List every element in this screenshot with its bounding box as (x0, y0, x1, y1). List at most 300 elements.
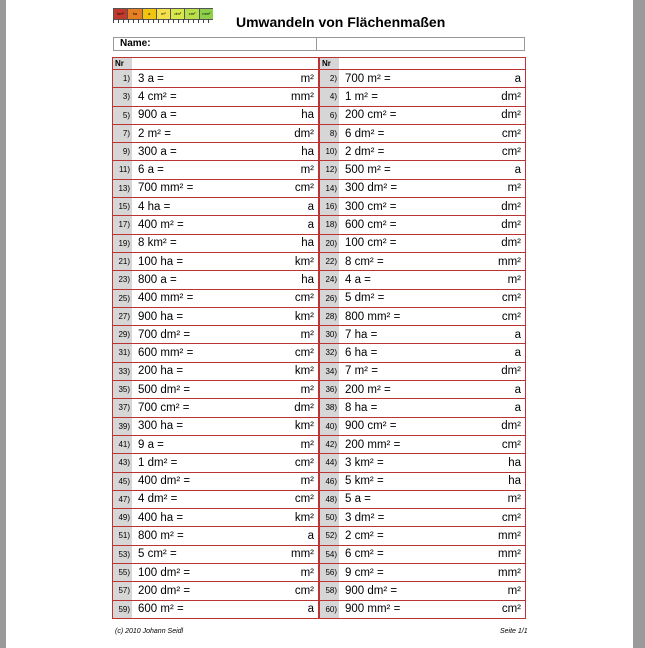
table-row (113, 564, 318, 581)
answer-cell[interactable] (340, 564, 525, 581)
table-row (320, 418, 525, 435)
footer-page-number: Seite 1/1 (500, 628, 528, 635)
answer-cell[interactable] (133, 363, 318, 380)
row-number: 47) (113, 491, 132, 508)
row-number: 25) (113, 290, 132, 307)
question-text: 400 dm² = (138, 475, 191, 488)
answer-cell[interactable] (133, 308, 318, 325)
question-text: 300 a = (138, 145, 177, 158)
table-row (320, 290, 525, 307)
answer-cell[interactable] (340, 363, 525, 380)
name-label: Name: (114, 38, 317, 50)
row-number: 4) (320, 88, 339, 105)
answer-cell[interactable] (133, 290, 318, 307)
target-unit: cm² (294, 493, 314, 506)
table-row (320, 527, 525, 544)
table-row (320, 271, 525, 288)
target-unit: cm² (501, 310, 521, 323)
target-unit: m² (507, 273, 521, 286)
question-text: 900 mm² = (345, 603, 401, 616)
row-number: 16) (320, 198, 339, 215)
question-text: 4 ha = (138, 200, 171, 213)
ruler-ticks (113, 19, 213, 23)
target-unit: dm² (294, 127, 314, 140)
answer-cell[interactable] (133, 125, 318, 142)
question-text: 200 cm² = (345, 109, 397, 122)
target-unit: mm² (291, 90, 314, 103)
answer-cell[interactable] (133, 70, 318, 87)
row-number: 10) (320, 143, 339, 160)
question-text: 1 m² = (345, 90, 378, 103)
answer-cell[interactable] (340, 418, 525, 435)
answer-cell[interactable] (340, 527, 525, 544)
answer-cell[interactable] (133, 344, 318, 361)
row-number: 33) (113, 363, 132, 380)
question-text: 6 ha = (345, 347, 378, 360)
question-text: 3 km² = (345, 456, 384, 469)
row-number: 43) (113, 454, 132, 471)
row-number: 3) (113, 88, 132, 105)
row-number: 44) (320, 454, 339, 471)
question-text: 5 cm² = (138, 548, 177, 561)
target-unit: cm² (501, 292, 521, 305)
answer-cell[interactable] (340, 326, 525, 343)
question-text: 100 cm² = (345, 237, 397, 250)
target-unit: a (514, 347, 521, 360)
answer-cell[interactable] (340, 290, 525, 307)
row-number: 23) (113, 271, 132, 288)
target-unit: ha (508, 475, 521, 488)
units-scale-strip (113, 8, 213, 22)
row-number: 19) (113, 235, 132, 252)
answer-cell[interactable] (340, 235, 525, 252)
target-unit: m² (300, 328, 314, 341)
table-row (113, 509, 318, 526)
row-number: 1) (113, 70, 132, 87)
question-text: 3 a = (138, 72, 164, 85)
table-row (320, 235, 525, 252)
target-unit: dm² (501, 420, 521, 433)
answer-cell[interactable] (340, 107, 525, 124)
target-unit: m² (507, 584, 521, 597)
table-row (113, 436, 318, 453)
question-text: 8 cm² = (345, 255, 384, 268)
question-text: 500 m² = (345, 164, 391, 177)
unit-cell: dm² (170, 8, 184, 20)
question-text: 900 a = (138, 109, 177, 122)
question-text: 900 dm² = (345, 584, 398, 597)
answer-cell[interactable] (133, 381, 318, 398)
target-unit: mm² (498, 255, 521, 268)
question-text: 700 mm² = (138, 182, 194, 195)
row-number: 52) (320, 527, 339, 544)
target-unit: km² (294, 255, 314, 268)
row-number: 6) (320, 107, 339, 124)
question-text: 2 cm² = (345, 530, 384, 543)
row-number: 29) (113, 326, 132, 343)
target-unit: m² (300, 475, 314, 488)
answer-cell[interactable] (340, 161, 525, 178)
answer-cell[interactable] (340, 216, 525, 233)
target-unit: m² (300, 438, 314, 451)
row-number: 53) (113, 546, 132, 563)
target-unit: dm² (294, 401, 314, 414)
target-unit: cm² (501, 438, 521, 451)
target-unit: cm² (294, 292, 314, 305)
row-number: 45) (113, 473, 132, 490)
answer-cell[interactable] (340, 308, 525, 325)
answer-cell[interactable] (133, 326, 318, 343)
table-row (113, 143, 318, 160)
footer-copyright: (c) 2010 Johann Seidl (115, 628, 184, 635)
row-number: 41) (113, 436, 132, 453)
row-number: 5) (113, 107, 132, 124)
table-row (113, 582, 318, 599)
row-number: 7) (113, 125, 132, 142)
row-number: 59) (113, 601, 132, 618)
page-title: Umwandeln von Flächenmaßen (236, 14, 446, 30)
table-row (113, 125, 318, 142)
table-row (320, 308, 525, 325)
table-row (113, 70, 318, 87)
question-text: 4 cm² = (138, 90, 177, 103)
row-number: 20) (320, 235, 339, 252)
answer-cell[interactable] (133, 253, 318, 270)
question-text: 300 ha = (138, 420, 184, 433)
target-unit: m² (300, 164, 314, 177)
answer-cell[interactable] (340, 344, 525, 361)
row-number: 14) (320, 180, 339, 197)
row-number: 11) (113, 161, 132, 178)
row-number: 37) (113, 399, 132, 416)
question-text: 400 m² = (138, 219, 184, 232)
question-text: 600 m² = (138, 603, 184, 616)
row-number: 40) (320, 418, 339, 435)
table-row (113, 454, 318, 471)
table-row (113, 344, 318, 361)
answer-cell[interactable] (133, 509, 318, 526)
row-number: 24) (320, 271, 339, 288)
answer-cell[interactable] (340, 509, 525, 526)
answer-cell[interactable] (340, 491, 525, 508)
question-text: 600 cm² = (345, 219, 397, 232)
question-text: 400 mm² = (138, 292, 194, 305)
target-unit: km² (294, 420, 314, 433)
table-row (113, 161, 318, 178)
target-unit: mm² (498, 566, 521, 579)
table-row (113, 290, 318, 307)
question-text: 200 m² = (345, 383, 391, 396)
unit-cell: m² (156, 8, 170, 20)
table-row (113, 107, 318, 124)
question-text: 800 m² = (138, 530, 184, 543)
target-unit: ha (301, 109, 314, 122)
row-number: 39) (113, 418, 132, 435)
table-row (113, 527, 318, 544)
name-field[interactable] (113, 37, 525, 51)
answer-cell[interactable] (133, 582, 318, 599)
target-unit: m² (507, 182, 521, 195)
answer-cell[interactable] (340, 88, 525, 105)
row-number: 36) (320, 381, 339, 398)
target-unit: km² (294, 365, 314, 378)
table-row (320, 454, 525, 471)
table-row (113, 546, 318, 563)
question-text: 7 ha = (345, 328, 378, 341)
question-text: 600 mm² = (138, 347, 194, 360)
answer-cell[interactable] (340, 180, 525, 197)
row-number: 27) (113, 308, 132, 325)
exercise-table-left (112, 57, 319, 619)
target-unit: m² (300, 383, 314, 396)
nr-header: Nr (113, 58, 132, 69)
target-unit: m² (507, 493, 521, 506)
row-number: 32) (320, 344, 339, 361)
question-text: 700 dm² = (138, 328, 191, 341)
question-text: 300 cm² = (345, 200, 397, 213)
unit-cell: cm² (184, 8, 198, 20)
target-unit: a (307, 530, 314, 543)
question-text: 5 a = (345, 493, 371, 506)
answer-cell[interactable] (133, 564, 318, 581)
row-number: 17) (113, 216, 132, 233)
table-row (320, 198, 525, 215)
answer-cell[interactable] (340, 253, 525, 270)
table-row (320, 399, 525, 416)
table-row (113, 253, 318, 270)
question-text: 800 mm² = (345, 310, 401, 323)
answer-cell[interactable] (133, 198, 318, 215)
answer-cell[interactable] (133, 235, 318, 252)
target-unit: dm² (501, 237, 521, 250)
answer-cell[interactable] (340, 198, 525, 215)
row-number: 60) (320, 601, 339, 618)
target-unit: km² (294, 310, 314, 323)
row-number: 31) (113, 344, 132, 361)
answer-cell[interactable] (340, 454, 525, 471)
table-row (320, 253, 525, 270)
answer-cell[interactable] (133, 601, 318, 618)
table-row (320, 216, 525, 233)
table-row (113, 216, 318, 233)
question-text: 900 ha = (138, 310, 184, 323)
table-row (320, 125, 525, 142)
row-number: 38) (320, 399, 339, 416)
row-number: 28) (320, 308, 339, 325)
question-text: 2 dm² = (345, 145, 385, 158)
row-number: 55) (113, 564, 132, 581)
answer-cell[interactable] (133, 399, 318, 416)
target-unit: cm² (501, 603, 521, 616)
question-text: 200 ha = (138, 365, 184, 378)
question-text: 1 dm² = (138, 456, 178, 469)
target-unit: cm² (294, 456, 314, 469)
question-text: 700 m² = (345, 72, 391, 85)
table-row (320, 564, 525, 581)
target-unit: cm² (501, 127, 521, 140)
target-unit: cm² (294, 182, 314, 195)
answer-cell[interactable] (133, 527, 318, 544)
answer-cell[interactable] (133, 107, 318, 124)
question-text: 400 ha = (138, 511, 184, 524)
row-number: 26) (320, 290, 339, 307)
row-number: 22) (320, 253, 339, 270)
table-row (113, 88, 318, 105)
table-row (113, 601, 318, 618)
row-number: 15) (113, 198, 132, 215)
table-row (113, 271, 318, 288)
answer-cell[interactable] (133, 88, 318, 105)
table-row (113, 326, 318, 343)
row-number: 48) (320, 491, 339, 508)
row-number: 9) (113, 143, 132, 160)
question-text: 300 dm² = (345, 182, 398, 195)
answer-cell[interactable] (340, 381, 525, 398)
question-text: 100 dm² = (138, 566, 191, 579)
answer-cell[interactable] (340, 436, 525, 453)
answer-cell[interactable] (133, 161, 318, 178)
table-row (320, 344, 525, 361)
table-row (320, 509, 525, 526)
answer-cell[interactable] (133, 436, 318, 453)
row-number: 21) (113, 253, 132, 270)
target-unit: ha (301, 237, 314, 250)
question-text: 6 cm² = (345, 548, 384, 561)
target-unit: km² (294, 511, 314, 524)
answer-cell[interactable] (133, 271, 318, 288)
target-unit: mm² (291, 548, 314, 561)
question-text: 500 dm² = (138, 383, 191, 396)
target-unit: cm² (501, 145, 521, 158)
target-unit: dm² (501, 200, 521, 213)
table-row (320, 546, 525, 563)
table-row (320, 381, 525, 398)
target-unit: dm² (501, 109, 521, 122)
table-row (320, 491, 525, 508)
row-number: 58) (320, 582, 339, 599)
unit-cell: mm² (199, 8, 213, 20)
table-row (320, 161, 525, 178)
row-number: 46) (320, 473, 339, 490)
answer-cell[interactable] (340, 601, 525, 618)
answer-cell[interactable] (340, 271, 525, 288)
target-unit: ha (301, 145, 314, 158)
question-text: 6 dm² = (345, 127, 385, 140)
target-unit: a (514, 383, 521, 396)
target-unit: dm² (501, 365, 521, 378)
answer-cell[interactable] (340, 582, 525, 599)
answer-cell[interactable] (340, 70, 525, 87)
target-unit: a (514, 72, 521, 85)
row-number: 56) (320, 564, 339, 581)
answer-cell[interactable] (133, 454, 318, 471)
table-row (320, 107, 525, 124)
answer-cell[interactable] (340, 125, 525, 142)
table-row (320, 473, 525, 490)
answer-cell[interactable] (133, 491, 318, 508)
worksheet-page (6, 0, 633, 648)
table-row (320, 88, 525, 105)
question-text: 9 a = (138, 438, 164, 451)
table-row (113, 381, 318, 398)
table-row (113, 418, 318, 435)
table-row (113, 363, 318, 380)
table-row (320, 326, 525, 343)
question-text: 8 ha = (345, 401, 378, 414)
row-number: 49) (113, 509, 132, 526)
question-text: 6 a = (138, 164, 164, 177)
answer-cell[interactable] (133, 143, 318, 160)
answer-cell[interactable] (133, 418, 318, 435)
answer-cell[interactable] (340, 473, 525, 490)
table-row (320, 143, 525, 160)
row-number: 18) (320, 216, 339, 233)
question-text: 9 cm² = (345, 566, 384, 579)
table-row (113, 473, 318, 490)
target-unit: dm² (501, 90, 521, 103)
question-text: 4 dm² = (138, 493, 178, 506)
target-unit: a (514, 401, 521, 414)
exercise-table-right (319, 57, 526, 619)
target-unit: cm² (501, 511, 521, 524)
question-text: 200 dm² = (138, 584, 191, 597)
target-unit: mm² (498, 548, 521, 561)
target-unit: m² (300, 72, 314, 85)
table-header (113, 58, 318, 69)
answer-cell[interactable] (340, 546, 525, 563)
answer-cell[interactable] (133, 473, 318, 490)
row-number: 42) (320, 436, 339, 453)
table-row (320, 363, 525, 380)
answer-cell[interactable] (133, 216, 318, 233)
question-text: 200 mm² = (345, 438, 401, 451)
question-text: 7 m² = (345, 365, 378, 378)
table-row (113, 180, 318, 197)
question-text: 2 m² = (138, 127, 171, 140)
table-row (113, 308, 318, 325)
question-text: 4 a = (345, 273, 371, 286)
answer-cell[interactable] (340, 399, 525, 416)
answer-cell[interactable] (133, 546, 318, 563)
target-unit: a (307, 603, 314, 616)
table-row (320, 436, 525, 453)
target-unit: ha (508, 456, 521, 469)
table-row (320, 601, 525, 618)
target-unit: cm² (294, 584, 314, 597)
answer-cell[interactable] (133, 180, 318, 197)
table-row (320, 70, 525, 87)
row-number: 13) (113, 180, 132, 197)
question-text: 8 km² = (138, 237, 177, 250)
target-unit: m² (300, 566, 314, 579)
table-row (113, 491, 318, 508)
row-number: 12) (320, 161, 339, 178)
question-text: 5 km² = (345, 475, 384, 488)
target-unit: ha (301, 273, 314, 286)
target-unit: a (307, 200, 314, 213)
row-number: 30) (320, 326, 339, 343)
target-unit: a (307, 219, 314, 232)
row-number: 51) (113, 527, 132, 544)
table-header (320, 58, 525, 69)
row-number: 57) (113, 582, 132, 599)
unit-cell: a (142, 8, 156, 20)
target-unit: cm² (294, 347, 314, 360)
row-number: 54) (320, 546, 339, 563)
nr-header: Nr (320, 58, 339, 69)
target-unit: a (514, 328, 521, 341)
answer-cell[interactable] (340, 143, 525, 160)
